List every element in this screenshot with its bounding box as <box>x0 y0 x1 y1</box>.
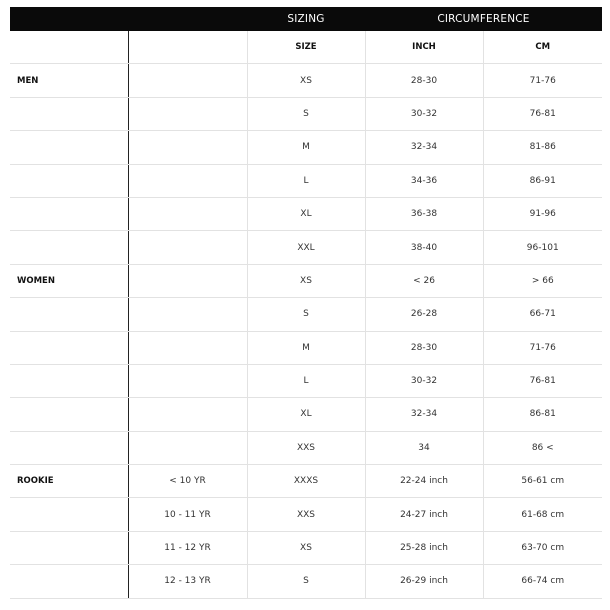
inch-cell: < 26 <box>365 264 483 297</box>
table-row <box>10 131 602 164</box>
inch-cell: 28-30 <box>365 331 483 364</box>
table-row <box>10 164 602 197</box>
size-cell: L <box>247 164 365 197</box>
size-chart-table <box>10 31 602 599</box>
table-row <box>10 197 602 230</box>
category-cell <box>10 331 128 364</box>
category-cell: ROOKIE <box>10 465 128 498</box>
inch-cell: 38-40 <box>365 231 483 264</box>
table-row <box>10 531 602 564</box>
header-sizing: SIZING <box>287 13 325 25</box>
cm-cell: 61-68 cm <box>483 498 602 531</box>
category-cell <box>10 398 128 431</box>
inch-cell: 30-32 <box>365 97 483 130</box>
age-cell: 12 - 13 YR <box>128 565 247 598</box>
size-cell: S <box>247 298 365 331</box>
age-cell <box>128 64 247 97</box>
cm-cell: > 66 <box>483 264 602 297</box>
column-header-row <box>10 31 602 64</box>
table-row <box>10 498 602 531</box>
column-header-size: SIZE <box>247 31 365 64</box>
category-cell <box>10 364 128 397</box>
inch-cell: 22-24 inch <box>365 465 483 498</box>
cm-cell: 91-96 <box>483 197 602 230</box>
size-cell: M <box>247 131 365 164</box>
inch-cell: 36-38 <box>365 197 483 230</box>
category-cell <box>10 131 128 164</box>
table-row <box>10 331 602 364</box>
inch-cell: 26-29 inch <box>365 565 483 598</box>
column-header-cm: CM <box>483 31 602 64</box>
category-cell <box>10 231 128 264</box>
age-cell <box>128 131 247 164</box>
inch-cell: 32-34 <box>365 398 483 431</box>
age-cell <box>128 164 247 197</box>
age-cell <box>128 298 247 331</box>
header-circumference: CIRCUMFERENCE <box>437 13 530 25</box>
category-cell <box>10 565 128 598</box>
size-cell: S <box>247 97 365 130</box>
table-row <box>10 431 602 464</box>
category-cell <box>10 498 128 531</box>
cm-cell: 86 < <box>483 431 602 464</box>
table-row <box>10 364 602 397</box>
column-header-category <box>10 31 128 64</box>
age-cell: < 10 YR <box>128 465 247 498</box>
table-row <box>10 465 602 498</box>
age-cell <box>128 264 247 297</box>
table-row <box>10 565 602 598</box>
column-header-inch: INCH <box>365 31 483 64</box>
cm-cell: 56-61 cm <box>483 465 602 498</box>
age-cell: 11 - 12 YR <box>128 531 247 564</box>
category-cell: MEN <box>10 64 128 97</box>
table-row <box>10 97 602 130</box>
table-row <box>10 264 602 297</box>
inch-cell: 30-32 <box>365 364 483 397</box>
age-cell <box>128 398 247 431</box>
cm-cell: 63-70 cm <box>483 531 602 564</box>
size-cell: S <box>247 565 365 598</box>
size-cell: XXS <box>247 431 365 464</box>
age-cell <box>128 97 247 130</box>
category-cell <box>10 164 128 197</box>
size-cell: L <box>247 364 365 397</box>
age-cell <box>128 197 247 230</box>
cm-cell: 71-76 <box>483 331 602 364</box>
size-cell: XS <box>247 64 365 97</box>
column-header-age <box>128 31 247 64</box>
size-cell: XL <box>247 398 365 431</box>
size-cell: XXL <box>247 231 365 264</box>
age-cell <box>128 364 247 397</box>
category-cell <box>10 431 128 464</box>
category-cell: WOMEN <box>10 264 128 297</box>
cm-cell: 71-76 <box>483 64 602 97</box>
cm-cell: 66-71 <box>483 298 602 331</box>
category-cell <box>10 298 128 331</box>
inch-cell: 28-30 <box>365 64 483 97</box>
size-cell: XL <box>247 197 365 230</box>
category-cell <box>10 97 128 130</box>
cm-cell: 86-91 <box>483 164 602 197</box>
age-cell: 10 - 11 YR <box>128 498 247 531</box>
age-cell <box>128 331 247 364</box>
age-cell <box>128 431 247 464</box>
table-row <box>10 298 602 331</box>
cm-cell: 86-81 <box>483 398 602 431</box>
category-cell <box>10 531 128 564</box>
cm-cell: 76-81 <box>483 364 602 397</box>
inch-cell: 32-34 <box>365 131 483 164</box>
size-cell: XXXS <box>247 465 365 498</box>
table-row <box>10 231 602 264</box>
inch-cell: 26-28 <box>365 298 483 331</box>
inch-cell: 25-28 inch <box>365 531 483 564</box>
inch-cell: 34 <box>365 431 483 464</box>
cm-cell: 76-81 <box>483 97 602 130</box>
size-cell: XS <box>247 531 365 564</box>
table-row <box>10 398 602 431</box>
inch-cell: 24-27 inch <box>365 498 483 531</box>
category-cell <box>10 197 128 230</box>
age-cell <box>128 231 247 264</box>
size-cell: M <box>247 331 365 364</box>
cm-cell: 81-86 <box>483 131 602 164</box>
inch-cell: 34-36 <box>365 164 483 197</box>
size-cell: XS <box>247 264 365 297</box>
cm-cell: 66-74 cm <box>483 565 602 598</box>
size-cell: XXS <box>247 498 365 531</box>
cm-cell: 96-101 <box>483 231 602 264</box>
table-row <box>10 64 602 97</box>
